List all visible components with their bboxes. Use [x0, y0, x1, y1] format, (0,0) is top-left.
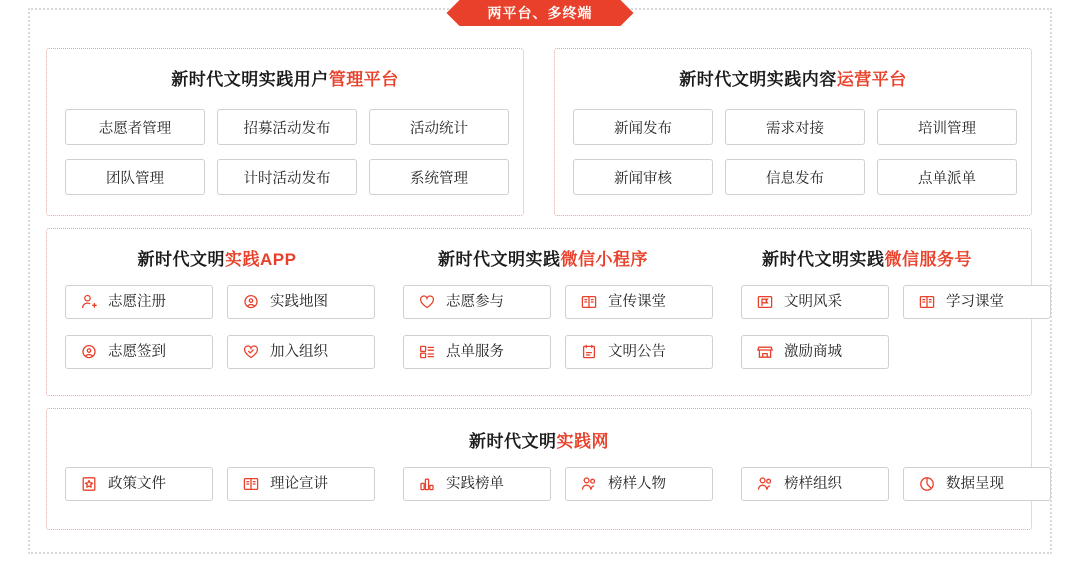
section-title-practice-website: [47, 427, 1031, 452]
section-title-user-management-platform: [47, 65, 523, 90]
ichip-label: 点单服务: [446, 343, 504, 360]
banner-ribbon: 两平台、多终端: [460, 0, 621, 26]
ichip-label: 理论宣讲: [270, 475, 328, 492]
flag-frame-icon: [756, 293, 774, 311]
ichip-join-organization[interactable]: [227, 335, 375, 369]
ichip-label: 学习课堂: [946, 293, 1004, 310]
shop-icon: [756, 343, 774, 361]
ichip-policy-documents[interactable]: [65, 467, 213, 501]
chip-recruit-activity-publish[interactable]: 招募活动发布: [217, 109, 357, 145]
ichip-incentive-mall[interactable]: [741, 335, 889, 369]
order-list-icon: [418, 343, 436, 361]
location-check-icon: [80, 343, 98, 361]
ichip-label: 志愿参与: [446, 293, 504, 310]
ichip-label: 加入组织: [270, 343, 328, 360]
section-title-highlight: 实践网: [556, 432, 609, 451]
section-title-text: 新时代文明实践: [762, 250, 885, 269]
ichip-row: [65, 335, 889, 369]
section-title-miniprogram: [383, 245, 703, 270]
chip-demand-matching[interactable]: 需求对接: [725, 109, 865, 145]
section-title-text: 新时代文明实践: [438, 250, 561, 269]
chip-information-publish[interactable]: 信息发布: [725, 159, 865, 195]
ichip-civilization-style[interactable]: [741, 285, 889, 319]
ichip-label: 数据呈现: [946, 475, 1004, 492]
ichip-role-model-person[interactable]: [565, 467, 713, 501]
section-content-operation-platform: [554, 48, 1032, 216]
ichip-publicity-classroom[interactable]: [565, 285, 713, 319]
bar-chart-icon: [418, 475, 436, 493]
chip-system-management[interactable]: 系统管理: [369, 159, 509, 195]
section-title-app: [57, 245, 377, 270]
person-star-icon: [580, 475, 598, 493]
chip-row: [573, 109, 1017, 145]
ichip-row: [65, 467, 1051, 501]
ichip-row: [65, 285, 1051, 319]
ichip-label: 实践地图: [270, 293, 328, 310]
section-title-highlight: 微信小程序: [560, 250, 648, 269]
user-add-icon: [80, 293, 98, 311]
ichip-label: 文明风采: [784, 293, 842, 310]
chip-row: [65, 159, 509, 195]
chip-team-management[interactable]: 团队管理: [65, 159, 205, 195]
chip-row: [573, 159, 1017, 195]
ichip-practice-map[interactable]: [227, 285, 375, 319]
section-title-highlight: 管理平台: [328, 70, 399, 89]
book-open-icon: [580, 293, 598, 311]
ichip-data-presentation[interactable]: [903, 467, 1051, 501]
chip-row: [65, 109, 509, 145]
ichip-label: 实践榜单: [446, 475, 504, 492]
ichip-label: 榜样人物: [608, 475, 666, 492]
section-title-highlight: 实践APP: [225, 250, 297, 269]
section-terminals: [46, 228, 1032, 396]
ichip-study-classroom[interactable]: [903, 285, 1051, 319]
ichip-volunteer-participate[interactable]: [403, 285, 551, 319]
section-title-content-operation-platform: [555, 65, 1031, 90]
section-user-management-platform: [46, 48, 524, 216]
announcement-icon: [580, 343, 598, 361]
ichip-label: 政策文件: [108, 475, 166, 492]
ichip-role-model-organization[interactable]: [741, 467, 889, 501]
chip-news-publish[interactable]: 新闻发布: [573, 109, 713, 145]
section-title-text: 新时代文明实践用户: [171, 70, 329, 89]
ichip-label: 志愿注册: [108, 293, 166, 310]
section-title-text: 新时代文明实践内容: [679, 70, 837, 89]
map-pin-icon: [242, 293, 260, 311]
ichip-label: 激励商城: [784, 343, 842, 360]
pie-chart-icon: [918, 475, 936, 493]
ichip-label: 宣传课堂: [608, 293, 666, 310]
chip-training-management[interactable]: 培训管理: [877, 109, 1017, 145]
ichip-civilization-announcement[interactable]: [565, 335, 713, 369]
ichip-label: 榜样组织: [784, 475, 842, 492]
section-practice-website: [46, 408, 1032, 530]
section-title-highlight: 运营平台: [836, 70, 907, 89]
book-open-icon: [242, 475, 260, 493]
ichip-theory-lecture[interactable]: [227, 467, 375, 501]
people-icon: [756, 475, 774, 493]
heart-check-icon: [242, 343, 260, 361]
book-open-icon: [918, 293, 936, 311]
policy-doc-icon: [80, 475, 98, 493]
chip-news-review[interactable]: 新闻审核: [573, 159, 713, 195]
heart-icon: [418, 293, 436, 311]
chip-order-dispatch[interactable]: 点单派单: [877, 159, 1017, 195]
chip-volunteer-management[interactable]: 志愿者管理: [65, 109, 205, 145]
ichip-volunteer-register[interactable]: [65, 285, 213, 319]
section-title-highlight: 微信服务号: [884, 250, 972, 269]
ichip-volunteer-checkin[interactable]: [65, 335, 213, 369]
chip-timed-activity-publish[interactable]: 计时活动发布: [217, 159, 357, 195]
chip-activity-statistics[interactable]: 活动统计: [369, 109, 509, 145]
ichip-order-service[interactable]: [403, 335, 551, 369]
ichip-label: 文明公告: [608, 343, 666, 360]
section-title-text: 新时代文明: [469, 432, 557, 451]
ichip-practice-ranking[interactable]: [403, 467, 551, 501]
ichip-label: 志愿签到: [108, 343, 166, 360]
section-title-text: 新时代文明: [137, 250, 226, 269]
section-title-service-account: [707, 245, 1027, 270]
